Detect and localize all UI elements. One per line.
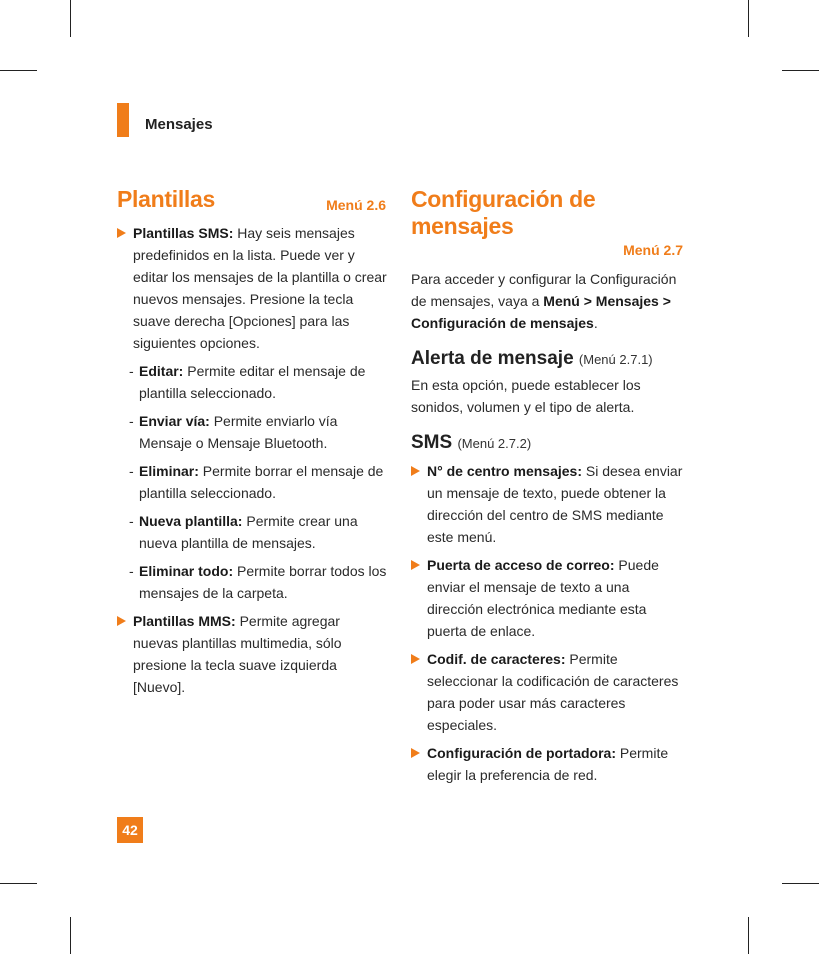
- sms-menu-ref: (Menú 2.7.2): [457, 436, 532, 451]
- sms-item-portadora: [411, 742, 683, 786]
- option-label: Enviar vía:: [139, 413, 210, 429]
- sms-title: SMS: [411, 432, 453, 453]
- option-eliminar-todo: [117, 560, 387, 604]
- intro-text: Para acceder y configurar la Configuración de mensajes, vaya a: [411, 271, 677, 309]
- intro-end: .: [593, 315, 598, 331]
- section-marker: [117, 103, 129, 137]
- configuracion-heading: Configuración de mensajes: [411, 186, 596, 239]
- item-label: Puerta de acceso de correo:: [427, 557, 615, 573]
- arrow-bullet-icon: [117, 228, 126, 238]
- menu-reference: Menú 2.6: [326, 197, 386, 213]
- item-text: Puede enviar el mensaje de texto a una dirección electrónica mediante esta puerta de enlace.: [427, 557, 659, 639]
- option-label: Nueva plantilla:: [139, 513, 243, 529]
- sms-heading: [411, 432, 683, 454]
- option-editar: [117, 360, 387, 404]
- item-text: Permite elegir la preferencia de red.: [427, 745, 669, 783]
- section-title: Mensajes: [145, 116, 213, 133]
- sms-item-codif: [411, 648, 683, 736]
- intro-paragraph: [411, 268, 683, 334]
- item-text: Permite seleccionar la codificación de caracteres para poder usar más caracteres especiales.: [427, 651, 679, 733]
- item-label: Codif. de caracteres:: [427, 651, 566, 667]
- option-nueva-plantilla: [117, 510, 387, 554]
- plantillas-sms-item: [117, 222, 387, 354]
- right-column: [411, 186, 683, 786]
- crop-mark: [782, 70, 819, 71]
- option-enviar: [117, 410, 387, 454]
- dash-bullet: -: [129, 563, 134, 579]
- sms-item-centro: [411, 460, 683, 548]
- item-text: Permite agregar nuevas plantillas multimedia, sólo presione la tecla suave izquierda [Nuevo].: [133, 613, 342, 695]
- alerta-menu-ref: (Menú 2.7.1): [578, 352, 653, 367]
- plantillas-mms-item: [117, 610, 387, 698]
- item-label: Plantillas MMS:: [133, 613, 236, 629]
- page-number: 42: [117, 817, 143, 843]
- crop-mark: [0, 883, 37, 884]
- plantillas-heading: Plantillas: [117, 186, 215, 212]
- option-label: Eliminar todo:: [139, 563, 234, 579]
- crop-mark: [748, 917, 749, 954]
- crop-mark: [70, 0, 71, 37]
- sms-item-correo: [411, 554, 683, 642]
- alerta-heading: [411, 348, 683, 370]
- arrow-bullet-icon: [117, 616, 126, 626]
- menu-reference: Menú 2.7: [623, 242, 683, 258]
- option-label: Eliminar:: [139, 463, 199, 479]
- crop-mark: [70, 917, 71, 954]
- dash-bullet: -: [129, 413, 134, 429]
- arrow-bullet-icon: [411, 748, 420, 758]
- alerta-text: En esta opción, puede establecer los sonidos, volumen y el tipo de alerta.: [411, 377, 641, 415]
- option-text: Permite borrar el mensaje de plantilla seleccionado.: [139, 463, 384, 501]
- arrow-bullet-icon: [411, 466, 420, 476]
- option-text: Permite editar el mensaje de plantilla seleccionado.: [139, 363, 366, 401]
- crop-mark: [0, 70, 37, 71]
- alerta-title: Alerta de mensaje: [411, 348, 574, 369]
- arrow-bullet-icon: [411, 654, 420, 664]
- option-label: Editar:: [139, 363, 184, 379]
- menu-path: Menú > Mensajes > Configuración de mensajes: [411, 293, 671, 331]
- item-text: Si desea enviar un mensaje de texto, puede obtener la dirección del centro de SMS mediante este menú.: [427, 463, 683, 545]
- option-text: Permite enviarlo vía Mensaje o Mensaje Bluetooth.: [139, 413, 338, 451]
- item-label: Plantillas SMS:: [133, 225, 234, 241]
- item-label: Configuración de portadora:: [427, 745, 616, 761]
- left-column: [117, 186, 387, 698]
- option-eliminar: [117, 460, 387, 504]
- crop-mark: [782, 883, 819, 884]
- crop-mark: [748, 0, 749, 37]
- dash-bullet: -: [129, 363, 134, 379]
- option-text: Permite crear una nueva plantilla de mensajes.: [139, 513, 358, 551]
- option-text: Permite borrar todos los mensajes de la carpeta.: [139, 563, 387, 601]
- item-text: Hay seis mensajes predefinidos en la lista. Puede ver y editar los mensajes de la plantilla o crear nuevos mensajes. Presione la tecla suave derecha [Opciones] para las siguientes opciones.: [133, 225, 387, 351]
- arrow-bullet-icon: [411, 560, 420, 570]
- dash-bullet: -: [129, 513, 134, 529]
- item-label: N° de centro mensajes:: [427, 463, 582, 479]
- dash-bullet: -: [129, 463, 134, 479]
